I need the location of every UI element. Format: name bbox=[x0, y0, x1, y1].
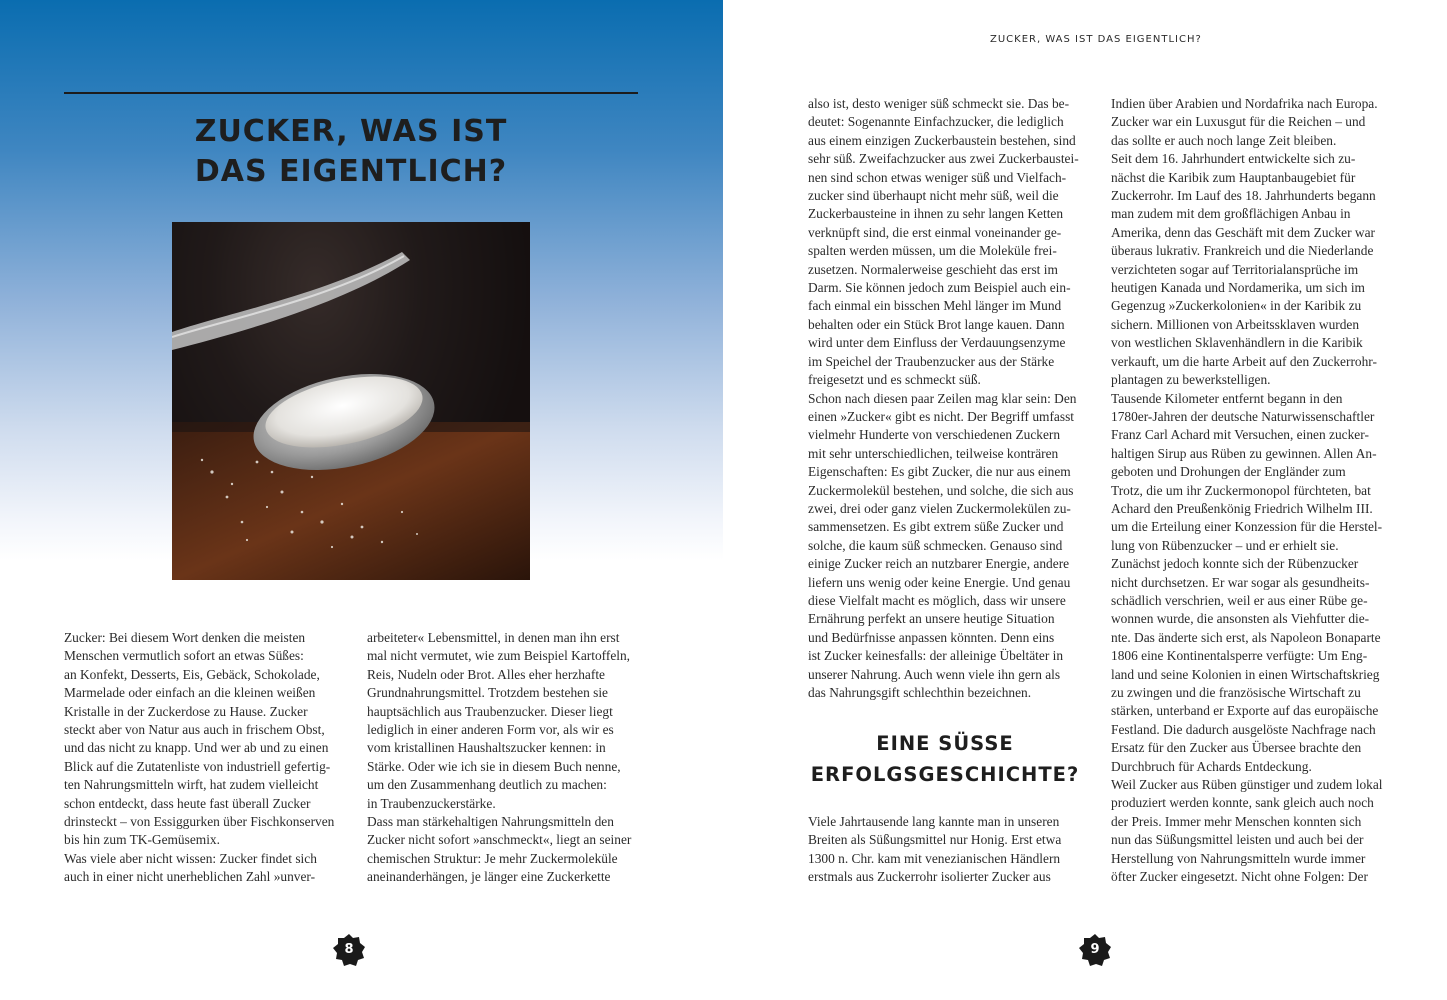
text-line: Dass man stärkehaltigen Nahrungsmitteln den bbox=[367, 814, 614, 830]
text-line: und Bedürfnisse anpassen könnten. Denn eins bbox=[808, 629, 1055, 645]
text-line: liefern uns wenig oder keine Energie. Und genau bbox=[808, 574, 1071, 590]
text-line: solche, die kaum süß schmecken. Genauso sind bbox=[808, 537, 1063, 553]
text-line: und das nicht zu knapp. Und wer ab und zu einen bbox=[64, 740, 329, 756]
text-line: Indien über Arabien und Nordafrika nach Europa. bbox=[1111, 96, 1378, 111]
text-line: zucker sind überhaupt nicht mehr süß, weil die bbox=[808, 188, 1059, 204]
text-line: freigesetzt und es schmeckt süß. bbox=[808, 372, 981, 388]
text-line: ist Zucker keinesfalls: der alleinige Übeltäter in bbox=[808, 648, 1064, 664]
text-column-5 bbox=[808, 813, 1078, 887]
chapter-title-line-1: ZUCKER, WAS IST bbox=[194, 114, 508, 149]
text-line: zu zwingen und die französische Wirtschaft zu bbox=[1111, 685, 1361, 700]
text-line: lediglich in einer anderen Form vor, als wir es bbox=[367, 722, 614, 738]
text-line: um die Erteilung einer Konzession für die Herstel- bbox=[1111, 519, 1383, 535]
text-line: schon entdeckt, dass heute fast überall Zucker bbox=[64, 795, 311, 811]
page-number-label: 9 bbox=[1090, 942, 1100, 957]
paragraph bbox=[367, 629, 637, 887]
text-column-1 bbox=[64, 629, 334, 887]
text-line: geboten und Drohungen der Engländer zum bbox=[1111, 464, 1346, 480]
page-number-right bbox=[1079, 934, 1111, 966]
page-number-left bbox=[333, 934, 365, 966]
text-line: nte. Das änderte sich erst, als Napoleon Bonaparte bbox=[1111, 629, 1381, 645]
text-line: vom kristallinen Haushaltszucker kennen: in bbox=[367, 740, 606, 756]
text-line: nun das Süßungsmittel leisten und auch bei der bbox=[1111, 832, 1364, 848]
section-heading bbox=[808, 728, 1082, 790]
text-line: vielmehr Hunderte von verschiedenen Zuckern bbox=[808, 427, 1061, 443]
text-line: Viele Jahrtausende lang kannte man in unseren bbox=[808, 814, 1060, 829]
text-line: Tausende Kilometer entfernt begann in den bbox=[1111, 390, 1343, 406]
section-heading-line-2: ERFOLGSGESCHICHTE? bbox=[810, 763, 1080, 786]
text-line: Zucker nicht sofort »anschmeckt«, liegt an seiner bbox=[367, 832, 632, 848]
text-line: Zuckerbausteine in ihnen zu sehr langen Ketten bbox=[808, 206, 1064, 222]
text-line: nen sind schon etwas weniger süß und Vielfach- bbox=[808, 169, 1067, 185]
text-line: steckt aber von Natur aus auch in frischem Obst, bbox=[64, 722, 325, 738]
text-line: Zunächst jedoch konnte sich der Rübenzucker bbox=[1111, 556, 1359, 572]
text-line: lung von Rübenzucker – und er erhielt sie. bbox=[1111, 537, 1339, 553]
text-line: arbeiteter« Lebensmittel, in denen man ihn erst bbox=[367, 630, 620, 645]
paragraph bbox=[1111, 95, 1389, 886]
text-line: deutet: Sogenannte Einfachzucker, die lediglich bbox=[808, 114, 1064, 130]
text-line: Zucker war ein Luxusgut für die Reichen – und bbox=[1111, 114, 1366, 130]
text-line: wonnen wurde, die ansonsten als Viehfutter die- bbox=[1111, 611, 1370, 627]
text-line: Ernährung perfekt an unsere heutige Situation bbox=[808, 611, 1055, 627]
page-number-label: 8 bbox=[344, 942, 354, 957]
text-line: chemischen Struktur: Je mehr Zuckermoleküle bbox=[367, 850, 618, 866]
text-line: verknüpft sind, die erst einmal voneinander ge- bbox=[808, 224, 1062, 240]
text-line: man zudem mit dem großflächigen Anbau in bbox=[1111, 206, 1351, 222]
text-line: öfter Zucker eingesetzt. Nicht ohne Folgen: Der bbox=[1111, 869, 1368, 885]
text-line: plantagen zu bewerkstelligen. bbox=[1111, 372, 1271, 388]
text-line: land und seine Kolonien in einen Wirtschaftskrieg bbox=[1111, 666, 1380, 682]
text-line: sichern. Millionen von Arbeitssklaven wurden bbox=[1111, 316, 1360, 332]
text-line: das Nahrungsgift schlechthin bezeichnen. bbox=[808, 685, 1032, 700]
text-line: ten Nahrungsmitteln wirft, hat zudem vielleicht bbox=[64, 777, 319, 793]
text-line: auch in einer nicht unerheblichen Zahl »unver- bbox=[64, 869, 316, 885]
text-line: erstmals aus Zuckerrohr isolierter Zucker aus bbox=[808, 869, 1051, 885]
text-line: Durchbruch für Achards Entdeckung. bbox=[1111, 758, 1312, 774]
text-line: Reis, Nudeln oder Brot. Alles eher herzhafte bbox=[367, 666, 605, 682]
text-line: Festland. Die dadurch ausgelöste Nachfrage nach bbox=[1111, 721, 1376, 737]
text-line: zwei, drei oder ganz vielen Zuckermolekülen zu- bbox=[808, 500, 1071, 516]
text-line: Ersatz für den Zucker aus Übersee brachte den bbox=[1111, 740, 1362, 756]
paragraph bbox=[808, 813, 1078, 887]
text-line: Stärke. Oder wie ich sie in diesem Buch nenne, bbox=[367, 758, 621, 774]
text-line: überaus lukrativ. Frankreich und die Niederlande bbox=[1111, 243, 1374, 259]
text-line: drinsteckt – von Essiggurken über Fischkonserven bbox=[64, 814, 335, 830]
text-line: diese Vielfalt macht es möglich, dass wir unsere bbox=[808, 592, 1066, 608]
text-line: Zuckermolekül bestehen, und solche, die sich aus bbox=[808, 482, 1074, 498]
title-rule bbox=[64, 92, 638, 94]
left-page bbox=[0, 0, 723, 1000]
text-column-2 bbox=[367, 629, 637, 887]
text-line: Eigenschaften: Es gibt Zucker, die nur aus einem bbox=[808, 464, 1071, 480]
text-line: im Speichel der Traubenzucker aus der Stärke bbox=[808, 353, 1055, 369]
text-line: bis hin zum TK-Gemüsemix. bbox=[64, 832, 220, 848]
text-line: Zuckerrohr. Im Lauf des 18. Jahrhunderts begann bbox=[1111, 188, 1376, 204]
text-line: Trotz, die um ihr Zuckermonopol fürchteten, bat bbox=[1111, 482, 1371, 498]
text-line: Herstellung von Nahrungsmitteln wurde immer bbox=[1111, 850, 1366, 866]
text-line: haltigen Sirup aus Rüben zu gewinnen. Allen An- bbox=[1111, 445, 1377, 461]
text-line: von westlichen Sklavenhändlern in die Karibik bbox=[1111, 335, 1363, 351]
text-line: sammensetzen. Es gibt extrem süße Zucker und bbox=[808, 519, 1064, 535]
text-line: Marmelade oder einfach an die kleinen weißen bbox=[64, 685, 316, 701]
text-line: mit sehr unterschiedlichen, teilweise konträren bbox=[808, 445, 1059, 461]
text-line: Menschen vermutlich sofort an etwas Süßes: bbox=[64, 648, 304, 664]
text-line: das sollte er auch noch lange Zeit bleiben. bbox=[1111, 132, 1337, 148]
text-line: Grundnahrungsmittel. Trotzdem bestehen sie bbox=[367, 685, 608, 701]
text-line: Schon nach diesen paar Zeilen mag klar sein: Den bbox=[808, 390, 1077, 406]
text-line: der Preis. Immer mehr Menschen konnten sich bbox=[1111, 813, 1362, 829]
text-line: Kristalle in der Zuckerdose zu Hause. Zucker bbox=[64, 703, 308, 719]
text-line: behalten oder ein Stück Brot lange kauen. Dann bbox=[808, 316, 1065, 332]
text-line: also ist, desto weniger süß schmeckt sie. Das be- bbox=[808, 96, 1070, 111]
text-line: verkauft, um die harte Arbeit auf den Zuckerrohr- bbox=[1111, 353, 1377, 369]
text-column-3 bbox=[808, 95, 1078, 702]
text-line: fach einmal ein bisschen Mehl länger im Mund bbox=[808, 298, 1062, 314]
text-line: Was viele aber nicht wissen: Zucker findet sich bbox=[64, 850, 317, 866]
text-line: stärken, unterband er Exporte auf das europäische bbox=[1111, 703, 1379, 719]
text-line: 1806 eine Kontinentalsperre verfügte: Um Eng- bbox=[1111, 648, 1368, 664]
text-line: nicht durchsetzen. Er war sogar als gesundheits- bbox=[1111, 574, 1370, 590]
chapter-title-line-2: DAS EIGENTLICH? bbox=[194, 154, 508, 189]
text-line: heutigen Kanada und Nordamerika, um sich im bbox=[1111, 280, 1365, 296]
text-line: einige Zucker reich an nutzbarer Energie, andere bbox=[808, 556, 1070, 572]
section-heading-line-1: EINE SÜSSE bbox=[876, 732, 1014, 755]
text-line: in Traubenzuckerstärke. bbox=[367, 795, 496, 811]
sugar-spoon-illustration bbox=[172, 222, 530, 580]
text-line: Zucker: Bei diesem Wort denken die meisten bbox=[64, 630, 306, 645]
text-line: wird unter dem Einfluss der Verdauungsenzyme bbox=[808, 335, 1066, 351]
text-line: mal nicht vermutet, wie zum Beispiel Kartoffeln, bbox=[367, 648, 631, 664]
text-line: 1780er-Jahren der deutsche Naturwissenschaftler bbox=[1111, 408, 1375, 424]
text-line: aneinanderhängen, je länger eine Zuckerkette bbox=[367, 869, 611, 885]
text-line: spalten werden müssen, um die Moleküle frei- bbox=[808, 243, 1057, 259]
text-line: Gegenzug »Zuckerkolonien« in der Karibik zu bbox=[1111, 298, 1362, 314]
text-line: Blick auf die Zutatenliste von industriell gefertig- bbox=[64, 758, 331, 774]
text-line: nächst die Karibik zum Hauptanbaugebiet für bbox=[1111, 169, 1356, 185]
text-line: an Konfekt, Desserts, Eis, Gebäck, Schokolade, bbox=[64, 666, 320, 682]
text-line: schädlich verschrien, weil er aus einer Rübe ge- bbox=[1111, 592, 1368, 608]
text-line: um den Zusammenhang deutlich zu machen: bbox=[367, 777, 607, 793]
chapter-title bbox=[64, 112, 638, 192]
sugar-spoon-photo bbox=[172, 222, 530, 580]
text-line: Darm. Sie können jedoch zum Beispiel auch ein- bbox=[808, 280, 1071, 296]
text-line: Seit dem 16. Jahrhundert entwickelte sich zu- bbox=[1111, 151, 1356, 167]
text-line: zusetzen. Normalerweise geschieht das erst im bbox=[808, 261, 1058, 277]
text-line: einen »Zucker« gibt es nicht. Der Begriff umfasst bbox=[808, 408, 1075, 424]
text-line: verzichteten sogar auf Territorialansprüche im bbox=[1111, 261, 1359, 277]
text-line: Achard den Preußenkönig Friedrich Wilhelm III. bbox=[1111, 500, 1373, 516]
running-head: ZUCKER, WAS IST DAS EIGENTLICH? bbox=[990, 34, 1202, 45]
paragraph bbox=[808, 95, 1078, 702]
text-line: aus einem einzigen Zuckerbaustein bestehen, sind bbox=[808, 132, 1076, 148]
text-line: produziert werden konnte, sank gleich auch noch bbox=[1111, 795, 1374, 811]
text-column-4 bbox=[1111, 95, 1389, 886]
paragraph bbox=[64, 629, 334, 887]
text-line: hauptsächlich aus Traubenzucker. Dieser liegt bbox=[367, 703, 613, 719]
text-line: Amerika, denn das Geschäft mit dem Zucker war bbox=[1111, 224, 1375, 240]
text-line: Franz Carl Achard mit Versuchen, einen zucker- bbox=[1111, 427, 1369, 443]
text-line: sehr süß. Zweifachzucker aus zwei Zuckerbaustei- bbox=[808, 151, 1079, 167]
text-line: unserer Nahrung. Auch wenn viele ihn gern als bbox=[808, 666, 1061, 682]
text-line: Weil Zucker aus Rüben günstiger und zudem lokal bbox=[1111, 777, 1383, 793]
text-line: Breiten als Süßungsmittel nur Honig. Erst etwa bbox=[808, 832, 1062, 848]
text-line: 1300 n. Chr. kam mit venezianischen Händlern bbox=[808, 850, 1061, 866]
